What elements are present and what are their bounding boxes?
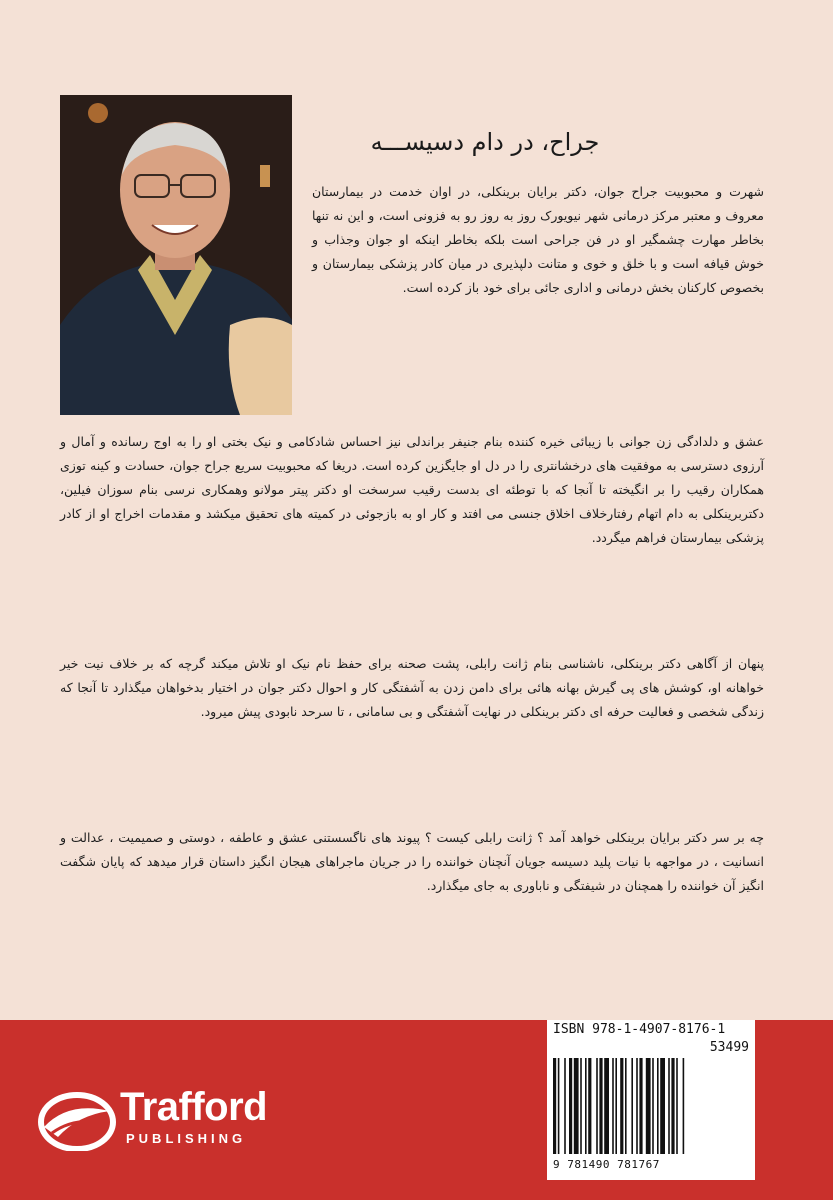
barcode-bar (580, 1058, 582, 1154)
barcode-bar (596, 1058, 598, 1154)
barcode-bar (625, 1058, 627, 1154)
barcode-bar (599, 1058, 602, 1154)
blurb-paragraph-3: پنهان از آگاهی دکتر برینکلی، ناشناسی بنام ژانت رابلی، پشت صحنه برای حفظ نام نیک او تلاش میکند گرچه که بر خلاف نیت خیر خواهانه او، کوشش های پی گیرش بهانه هائی برای دامن زدن به آشفتگی کار و احوال دکتر جوان در اختیار بدخواهان میگذارد تا آنجا که زندگی شخصی و فعالیت حرفه ای دکتر برینکلی در نهایت آشفتگی و بی سامانی ، تا سرحد نابودی پیش میرود. (60, 656, 764, 719)
blurb-paragraph-1: شهرت و محبوبیت جراح جوان، دکتر برایان برینکلی، در اوان خدمت در بیمارستان معروف و معتبر مرکز درمانی شهر نیویورک روز به روز رو به فزونی است، و این نه تنها بخاطر مهارت چشمگیر او در فن جراحی است بلکه بخاطر اینکه او جوان وجذاب و خوش قیافه است و با خلق و خوی و متانت دلپذیری در میان کادر پزشکی بیمارستان و بخصوص کارکنان بخش درمانی و اداری جائی برای خود باز کرده است. (312, 184, 764, 295)
barcode-digits: 9 781490 781767 (553, 1158, 660, 1171)
isbn-barcode (547, 1020, 755, 1180)
barcode-bar (574, 1058, 579, 1154)
barcode-bar (668, 1058, 670, 1154)
author-portrait-illustration (60, 95, 292, 415)
barcode-bar (657, 1058, 659, 1154)
publisher-logo (38, 1085, 358, 1155)
barcode-bar (683, 1058, 685, 1154)
barcode-bar (585, 1058, 587, 1154)
author-photo (60, 95, 292, 415)
book-title: جراح، در دام دسیســـه (370, 128, 600, 156)
blurb-paragraph-2: عشق و دلدادگی زن جوانی با زیبائی خیره کننده بنام جنیفر براندلی نیز احساس شادکامی و نیک بختی او را به اوج رسانده و آمال و آرزوی دسترسی به موفقیت های درخشانتری را در دل او جایگزین کرده است. دریغا که محبوبیت سریع جراح جوان، حسادت و کینه توزی همکاران رقیب را بر انگیخته تا آنجا که با توطئه ای بدست رقیب سرسخت او دکتر پیتر مولانو وهمکاری نرسی بنام سوزان فیلین، دکتربرینکلی به دام اتهام رفتارخلاف اخلاق جنسی می افتد و کار او به بازجوئی در کمیته های تحقیق میکشد و مقدمات اخراج او از کادر پزشکی بیمارستان فراهم میگردد. (60, 434, 764, 545)
barcode-bar (588, 1058, 591, 1154)
price-code: 53499 (709, 1040, 749, 1055)
barcode-bar (636, 1058, 638, 1154)
barcode-bar (639, 1058, 642, 1154)
trafford-swoosh-icon (38, 1089, 116, 1151)
barcode-bar (631, 1058, 633, 1154)
barcode-bar (564, 1058, 566, 1154)
barcode-bar (620, 1058, 623, 1154)
publisher-name: Trafford (120, 1085, 268, 1129)
barcode-bar (612, 1058, 614, 1154)
barcode-bar (604, 1058, 609, 1154)
barcode-bars (551, 1058, 751, 1156)
barcode-bar (652, 1058, 654, 1154)
blurb-paragraph-4: چه بر سر دکتر برایان برینکلی خواهد آمد ؟ ژانت رابلی کیست ؟ پیوند های ناگسستنی عشق و عاطفه ، دوستی و صمیمیت ، عدالت و انسانیت ، در مواجهه با نیات پلید دسیسه جویان آنچنان خواننده را در جریان ماجراهای هیجان انگیز داستان قرار میدهد که پایان شگفت انگیز آن خواننده را همچنان در شیفتگی و ناباوری به جای میگذارد. (60, 830, 764, 893)
publisher-subtitle: PUBLISHING (126, 1131, 247, 1146)
barcode-bar (646, 1058, 651, 1154)
barcode-bar (558, 1058, 560, 1154)
barcode-bar (615, 1058, 617, 1154)
barcode-bar (671, 1058, 674, 1154)
barcode-bar (569, 1058, 572, 1154)
barcode-bar (676, 1058, 678, 1154)
barcode-bar (553, 1058, 556, 1154)
barcode-bar (660, 1058, 665, 1154)
isbn-number: ISBN 978-1-4907-8176-1 (553, 1022, 726, 1037)
